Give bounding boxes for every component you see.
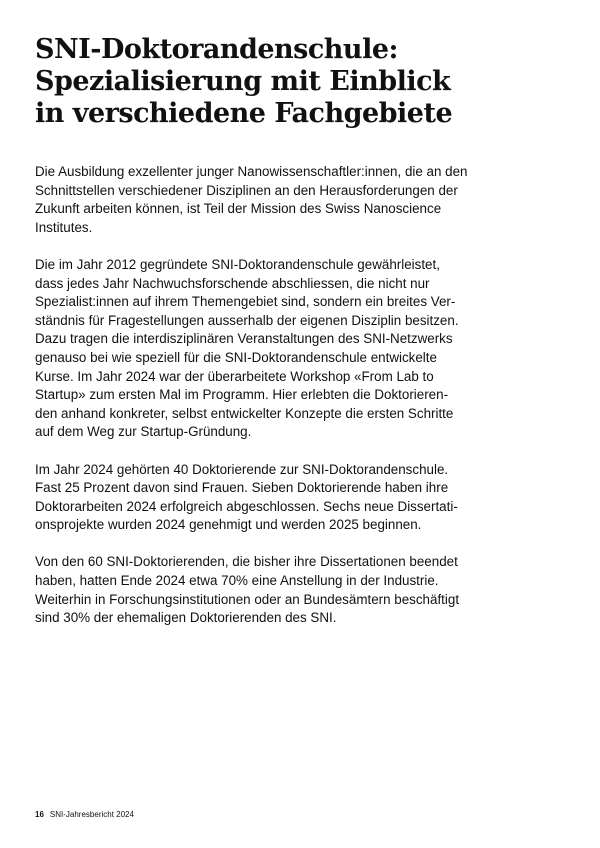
text-line: Fast 25 Prozent davon sind Frauen. Sieben Doktorierende haben ihre [35,480,449,496]
text-line: Von den 60 SNI-Doktorierenden, die bisher ihre Dissertationen beendet [35,554,458,570]
text-line: Dazu tragen die interdisziplinären Veranstaltungen des SNI-Netzwerks [35,331,453,347]
paragraph-intro [35,163,515,237]
text-line: sind 30% der ehemaligen Doktorierenden des SNI. [35,610,337,626]
text-line: Spezialist:innen auf ihrem Themengebiet sind, sondern ein breites Ver- [35,294,456,310]
paragraph-alumni [35,553,515,627]
text-line: Startup» zum ersten Mal im Programm. Hier erlebten die Doktorieren- [35,387,449,403]
title-line: SNI-Doktorandenschule: [35,34,398,65]
text-line: haben, hatten Ende 2024 etwa 70% eine Anstellung in der Industrie. [35,573,439,589]
text-line: ständnis für Fragestellungen ausserhalb der eigenen Disziplin besitzen. [35,312,459,328]
publication-name: SNI-Jahresbericht 2024 [49,810,134,819]
paragraph-history [35,256,515,442]
paragraph-statistics [35,461,515,535]
text-line: onsprojekte wurden 2024 genehmigt und werden 2025 beginnen. [35,517,422,533]
page-title [35,34,575,130]
title-line: in verschiedene Fachgebiete [35,98,453,129]
text-line: Institutes. [35,219,93,235]
article-body [35,163,515,646]
text-line: auf dem Weg zur Startup-Gründung. [35,424,252,440]
text-line: Im Jahr 2024 gehörten 40 Doktorierende zur SNI-Doktorandenschule. [35,461,449,477]
text-line: den anhand konkreter, selbst entwickelter Konzepte die ersten Schritte [35,405,454,421]
page-number: 16 [35,810,44,819]
page-footer [35,810,134,820]
text-line: Kurse. Im Jahr 2024 war der überarbeitete Workshop «From Lab to [35,368,434,384]
text-line: Zukunft arbeiten können, ist Teil der Mission des Swiss Nanoscience [35,201,442,217]
title-line: Spezialisierung mit Einblick [35,66,451,97]
text-line: Die im Jahr 2012 gegründete SNI-Doktorandenschule gewährleistet, [35,256,440,272]
text-line: Doktorarbeiten 2024 erfolgreich abgeschlossen. Sechs neue Dissertati- [35,498,458,514]
text-line: dass jedes Jahr Nachwuchsforschende abschliessen, die nicht nur [35,275,430,291]
text-line: Schnittstellen verschiedener Disziplinen an den Herausforderungen der [35,182,458,198]
text-line: Weiterhin in Forschungsinstitutionen oder an Bundesämtern beschäftigt [35,591,460,607]
text-line: genauso bei wie speziell für die SNI-Doktorandenschule entwickelte [35,349,437,365]
text-line: Die Ausbildung exzellenter junger Nanowissenschaftler:innen, die an den [35,164,468,179]
